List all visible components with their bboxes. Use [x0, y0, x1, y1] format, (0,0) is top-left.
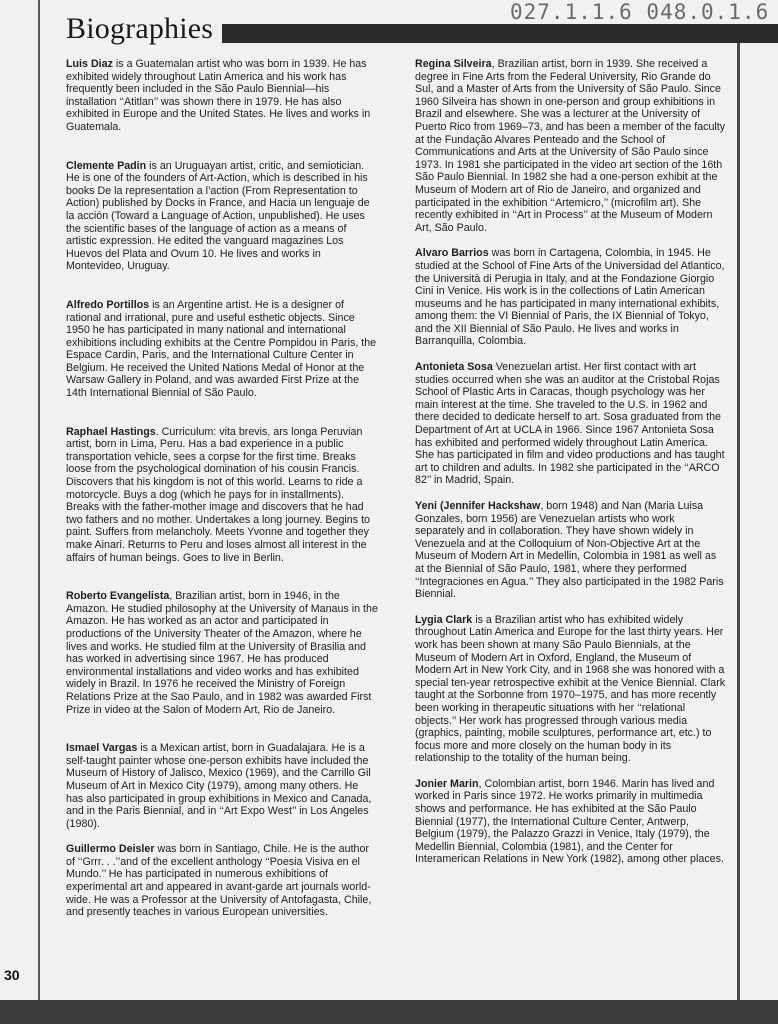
bio-name: Ismael Vargas	[66, 742, 138, 755]
bio-clemente-padin	[66, 160, 378, 273]
title-rule-bar	[222, 24, 778, 43]
handwritten-catalog-number: 027.1.1.6 048.0.1.6	[504, 0, 775, 24]
right-column	[415, 58, 726, 866]
bio-raphael-hastings	[66, 426, 378, 565]
bio-luis-diaz	[66, 58, 378, 134]
bio-ismael-vargas	[66, 742, 378, 830]
bottom-edge-bar	[0, 1000, 778, 1024]
bio-guillermo-deisler	[66, 843, 378, 919]
page-number: 30	[4, 967, 20, 983]
bio-name: Roberto Evangelista	[66, 590, 170, 603]
bio-regina-silveira	[415, 58, 726, 234]
bio-name: Raphael Hastings	[66, 425, 156, 438]
bio-text: is a Brazilian artist who has exhibited widely throughout Latin America and Europe for the last thirty years. Her work has been shown at many São Paulo Biennials, at the Museum of Modern Art in Oxford, England, the Museum of Modern Art in New York City, and in 1968 she was honored with a special ten-year retrospective exhibit at the Venice Biennial. Clark taught at the Sorbonne from 1970–1975, and has more recently been working in therapeutic situations with her ‘‘relational objects.’’ Her work has progressed through various media (graphics, painting, mobile sculptures, performance art, etc.) to focus more and more closely on the human body in its relationship to the totality of the human being.	[415, 613, 726, 765]
bio-name: Regina Silveira	[415, 58, 492, 70]
right-margin-rule	[737, 0, 740, 1000]
bio-text: is a Guatemalan artist who was born in 1939. He has exhibited widely throughout Latin America and his work has frequently been included in the São Paulo Biennial—his installation ‘‘Atitlan’’ was shown there in 1979. He has also exhibited in Europe and the United States. He lives and works in Guatemala.	[66, 58, 371, 133]
bio-name: Yeni (Jennifer Hackshaw	[415, 500, 541, 512]
bio-text: , Colombian artist, born 1946. Marin has lived and worked in Paris since 1972. He works primarily in multimedia shows and performance. He has exhibited at the São Paulo Biennial (1977), the International Culture Center, Antwerp, Belgium (1979), the Palazzo Grazzi in Venice, Italy (1979), the Medellin Biennial, Colombia (1981), and the Center for Interamerican Relations in New York (1982), among other places.	[415, 777, 724, 866]
bio-text: was born in Santiago, Chile. He is the author of ‘‘Grrr. . .’’and of the excellent anthology ‘‘Poesia Visiva en el Mundo.’’ He has participated in numerous exhibitions of experimental art and appeared in avant-garde art journals world-wide. He was a Professor at the University of Antofagasta, Chile, and presently teaches in various European universities.	[66, 843, 372, 919]
bio-text: , born 1948) and Nan (Maria Luisa Gonzales, born 1956) are Venezuelan artists who work separately and in collaboration. They have shown widely in Venezuela and at the Colloquium of Non-Objective Art at the Museum of Modern Art in Medellin, Colombia in 1981 as well as at the Biennial of São Paulo, 1981, where they performed ‘‘Integraciones en Agua.’’ They also participated in the 1982 Paris Biennial.	[415, 500, 724, 601]
bio-text: , Brazilian artist, born in 1939. She received a degree in Fine Arts from the Federal University, Rio Grande do Sul, and a Master of Arts from the University of São Paulo. Since 1960 Silveira has shown in one-person and group exhibitions in Brazil and elsewhere. She was a lecturer at the University of Puerto Rico from 1969–73, and has been a member of the faculty at the Fundação Alvares Penteado and the School of Communications and Arts at the University of São Paulo since 1973. In 1981 she participated in the video art section of the 16th São Paulo Biennial. In 1982 she had a one-person exhibit at the Museum of Modern art of Rio de Janeiro, and organized and participated in the exhibition ‘‘Artemicro,’’ (microfilm art). She recently exhibited in ‘‘Art in Process’’ at the Museum of Modern Art, São Paulo.	[415, 58, 726, 234]
bio-alfredo-portillos	[66, 299, 378, 400]
bio-text: is an Uruguayan artist, critic, and semiotician. He is one of the founders of Art-Action, which is described in his books De la representation a l’action (From Representation to Action) published by Docks in France, and Hacia un lenguaje de la acción (Toward a Language of Action, unpublished). He uses the scientific bases of the language of action as a means of artistic expression. He edited the vanguard magazines Los Huevos del Plata and Ovum 10. He lives and works in Montevideo, Uruguay.	[66, 159, 370, 273]
bio-name: Alvaro Barrios	[415, 247, 489, 260]
left-margin-rule	[38, 0, 40, 1000]
bio-roberto-evangelista	[66, 590, 378, 716]
bio-text: . Curriculum: vita brevis, ars longa Peruvian artist, born in Lima, Peru. Has a bad experience in a public transportation vehicle, sees a corpse for the first time. Breaks loose from the psychological domination of his cousin Francis. Discovers that his kingdom is not of this world. Learns to ride a motorcycle. Buys a dog (which he pays for in installments). Breaks with the father-mother image and discovers that he had two fathers and no mother. Undertakes a long journey. Begins to paint. Suffers from melancholy. Meets Yvonne and together they make Ainari. Returns to Peru and loses almost all interest in the affairs of human beings. Goes to live in Berlin.	[66, 425, 370, 564]
bio-name: Luis Diaz	[66, 58, 113, 70]
page-title: Biographies	[66, 12, 214, 45]
bio-name: Antonieta Sosa	[415, 361, 493, 374]
bio-text: was born in Cartagena, Colombia, in 1945. He studied at the School of Fine Arts of the Universidad del Atlantico, the Università di Perugia in Italy, and at the Fondazione Giorgio Cini in Venice. His work is in the collections of Latin American museums and he has participated in many international exhibits, among them: the VI Biennial of Paris, the IX Biennial of Tokyo, and the XII Biennial of São Paulo. He lives and works in Barranquilla, Colombia.	[415, 247, 725, 348]
left-column	[66, 58, 378, 919]
bio-text: , Brazilian artist, born in 1946, in the Amazon. He studied philosophy at the University of Manaus in the Amazon. He has worked as an actor and participated in productions of the University Theater of the Amazon, where he lives and works. He studied film at the University of Brasilia and has worked in advertising since 1967. He has produced environmental installations and video works and has exhibited widely in Brazil. In 1976 he received the Ministry of Foreign Relations Prize at the Sao Paulo, and in 1982 was awarded First Prize in video at the Salon of Modern Art, Rio de Janeiro.	[66, 590, 378, 716]
bio-name: Guillermo Deisler	[66, 843, 155, 856]
bio-text: is an Argentine artist. He is a designer of rational and irrational, pure and useful esthetic objects. Since 1950 he has participated in many national and international exhibitions including exhibits at the Centre Pompidou in Paris, the Espace Cardin, Paris, and the International Culture Center in Belgium. He received the United Nations Medal of Honor at the Warsaw Gallery in Poland, and was awarded First Prize at the 14th International Biennial of São Paulo.	[66, 298, 377, 400]
bio-text: is a Mexican artist, born in Guadalajara. He is a self-taught painter whose one-person exhibits have included the Museum of History of Jalisco, Mexico (1969), and the Carrillo Gil Museum of Art in Mexico City (1979), among many others. He has also participated in group exhibitions in Mexico and Canada, and in the Paris Biennial, and in ‘‘Art Expo West’’ in Los Angeles (1980).	[66, 742, 372, 830]
bio-text: Venezuelan artist. Her first contact with art studies occurred when she was an auditor at the Cristobal Rojas School of Plastic Arts in Caracas, though psychology was her main interest at the time. She traveled to the U.S. in 1962 and there decided to dedicate herself to art. Sosa graduated from the Department of Art at UCLA in 1966. Since 1967 Antonieta Sosa has exhibited and performed widely throughout Latin America. She has participated in film and video productions and has taught art to children and adults. In 1982 she participated in the ‘‘ARCO 82’’ in Madrid, Spain.	[415, 361, 725, 487]
bio-alvaro-barrios	[415, 247, 726, 348]
bio-name: Clemente Padin	[66, 159, 147, 172]
bio-name: Lygia Clark	[415, 613, 473, 626]
bio-antonieta-sosa	[415, 361, 726, 487]
bio-name: Alfredo Portillos	[66, 298, 150, 311]
bio-lygia-clark	[415, 614, 726, 765]
bio-jonier-marin	[415, 778, 726, 866]
bio-yeni-and-nan	[415, 500, 726, 601]
bio-name: Jonier Marin	[415, 777, 479, 790]
